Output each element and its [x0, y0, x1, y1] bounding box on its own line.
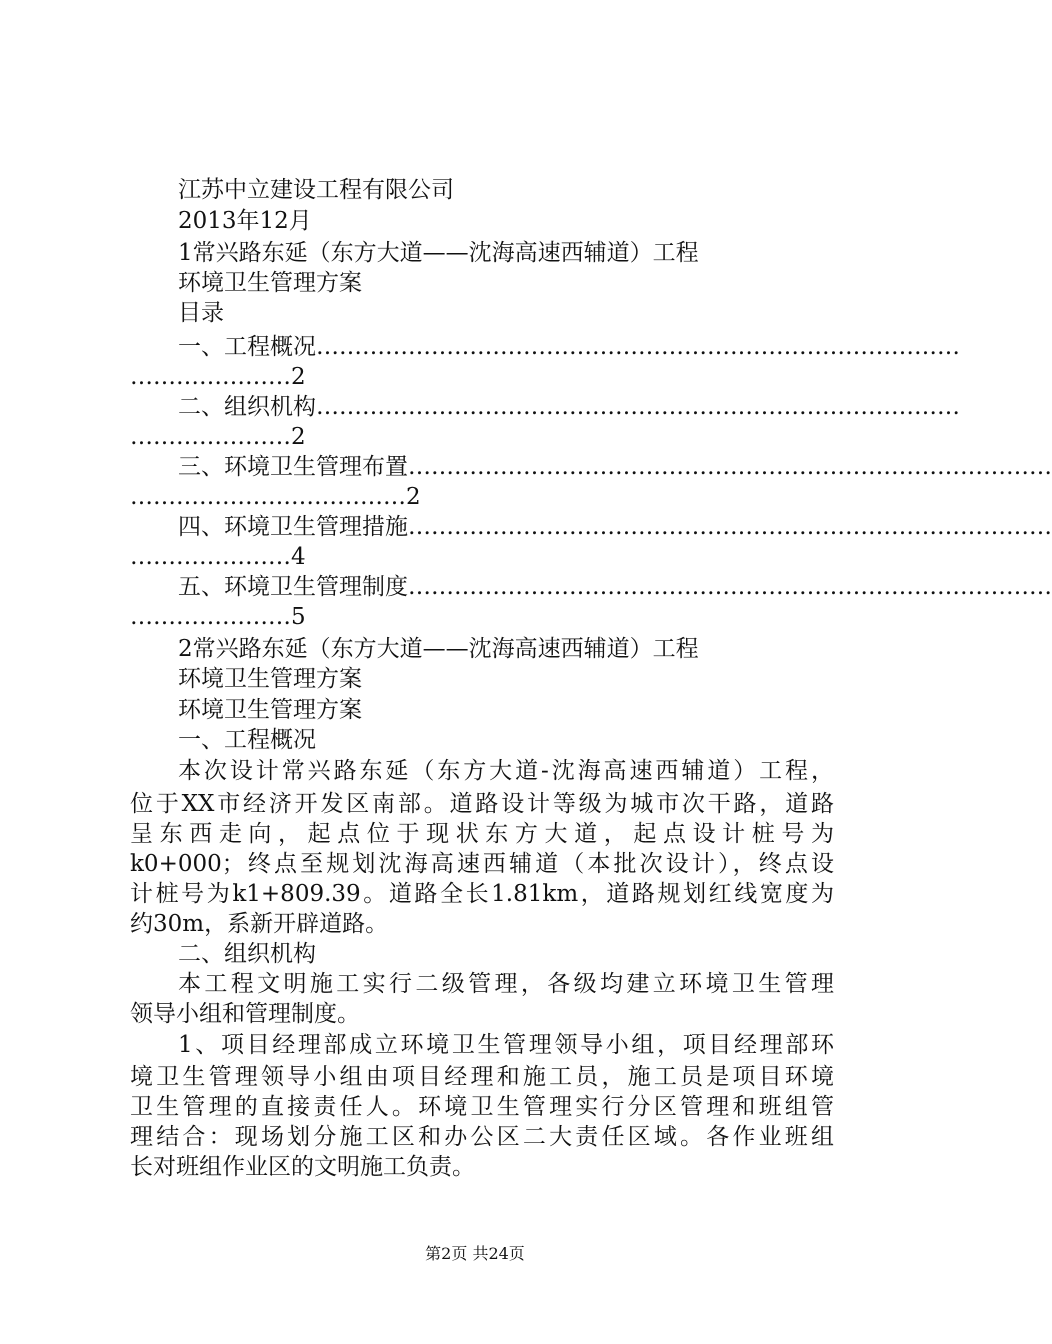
toc-item-page: 2	[291, 364, 306, 390]
toc-leader: ………………………………	[130, 484, 406, 510]
toc-item-2-continuation	[130, 421, 834, 454]
paragraph-line: 卫生管理的直接责任人。环境卫生管理实行分区管理和班组管	[130, 1094, 834, 1120]
cover-title-line2: 环境卫生管理方案	[178, 270, 362, 296]
paragraph-line: 约30m，系新开辟道路。	[130, 911, 389, 937]
toc-item-label: 五、环境卫生管理制度	[178, 574, 408, 600]
toc-item-1[interactable]	[178, 331, 960, 364]
toc-item-1-continuation	[130, 361, 834, 394]
paragraph-line: 境卫生管理领导小组由项目经理和施工员，施工员是项目环境	[130, 1064, 834, 1090]
toc-leader: …………………	[130, 424, 291, 450]
body-title-line3: 环境卫生管理方案	[178, 697, 362, 723]
toc-item-label: 一、工程概况	[178, 334, 316, 360]
document-date: 2013年12月	[178, 208, 312, 234]
paragraph-line: 计桩号为k1+809.39。道路全长1.81km，道路规划红线宽度为	[130, 881, 834, 907]
page-footer: 第2页 共24页	[425, 1244, 525, 1263]
section-2-heading: 二、组织机构	[178, 941, 316, 967]
toc-leader: …………………………………………………………………………	[408, 514, 1052, 540]
toc-heading: 目录	[178, 300, 224, 326]
toc-item-2[interactable]	[178, 391, 960, 424]
toc-item-5[interactable]	[178, 571, 1052, 604]
paragraph-line: 理结合：现场划分施工区和办公区二大责任区域。各作业班组	[130, 1124, 834, 1150]
body-title-line1: 2常兴路东延（东方大道——沈海高速西辅道）工程	[178, 636, 699, 662]
toc-item-3-continuation	[130, 481, 834, 514]
toc-item-label: 三、环境卫生管理布置	[178, 454, 408, 480]
section-1-heading: 一、工程概况	[178, 727, 316, 753]
body-title-line2: 环境卫生管理方案	[178, 666, 362, 692]
toc-item-label: 二、组织机构	[178, 394, 316, 420]
paragraph-line: 领导小组和管理制度。	[130, 1001, 360, 1027]
toc-leader: …………………	[130, 544, 291, 570]
paragraph-line: 位于XX市经济开发区南部。道路设计等级为城市次干路，道路	[130, 791, 834, 817]
toc-item-3[interactable]	[178, 451, 1052, 484]
toc-item-4[interactable]	[178, 511, 1052, 544]
company-name: 江苏中立建设工程有限公司	[178, 177, 454, 203]
paragraph-line: 呈东西走向，起点位于现状东方大道，起点设计桩号为	[130, 821, 834, 847]
paragraph-line: 1、项目经理部成立环境卫生管理领导小组，项目经理部环	[178, 1032, 834, 1058]
toc-item-page: 2	[406, 484, 421, 510]
toc-leader: …………………………………………………………………………	[316, 394, 960, 420]
toc-leader: …………………………………………………………………………	[408, 454, 1052, 480]
paragraph-line: 本次设计常兴路东延（东方大道-沈海高速西辅道）工程，	[178, 758, 834, 784]
toc-item-page: 4	[291, 544, 306, 570]
toc-item-5-continuation	[130, 601, 834, 634]
toc-item-page: 5	[291, 604, 306, 630]
paragraph-line: k0+000；终点至规划沈海高速西辅道（本批次设计），终点设	[130, 851, 834, 877]
cover-title-line1: 1常兴路东延（东方大道——沈海高速西辅道）工程	[178, 240, 699, 266]
paragraph-line: 长对班组作业区的文明施工负责。	[130, 1154, 475, 1180]
toc-item-page: 2	[291, 424, 306, 450]
toc-item-4-continuation	[130, 541, 834, 574]
toc-leader: …………………………………………………………………………	[408, 574, 1052, 600]
toc-leader: …………………	[130, 604, 291, 630]
toc-item-label: 四、环境卫生管理措施	[178, 514, 408, 540]
toc-leader: …………………	[130, 364, 291, 390]
toc-leader: …………………………………………………………………………	[316, 334, 960, 360]
paragraph-line: 本工程文明施工实行二级管理，各级均建立环境卫生管理	[178, 971, 834, 997]
